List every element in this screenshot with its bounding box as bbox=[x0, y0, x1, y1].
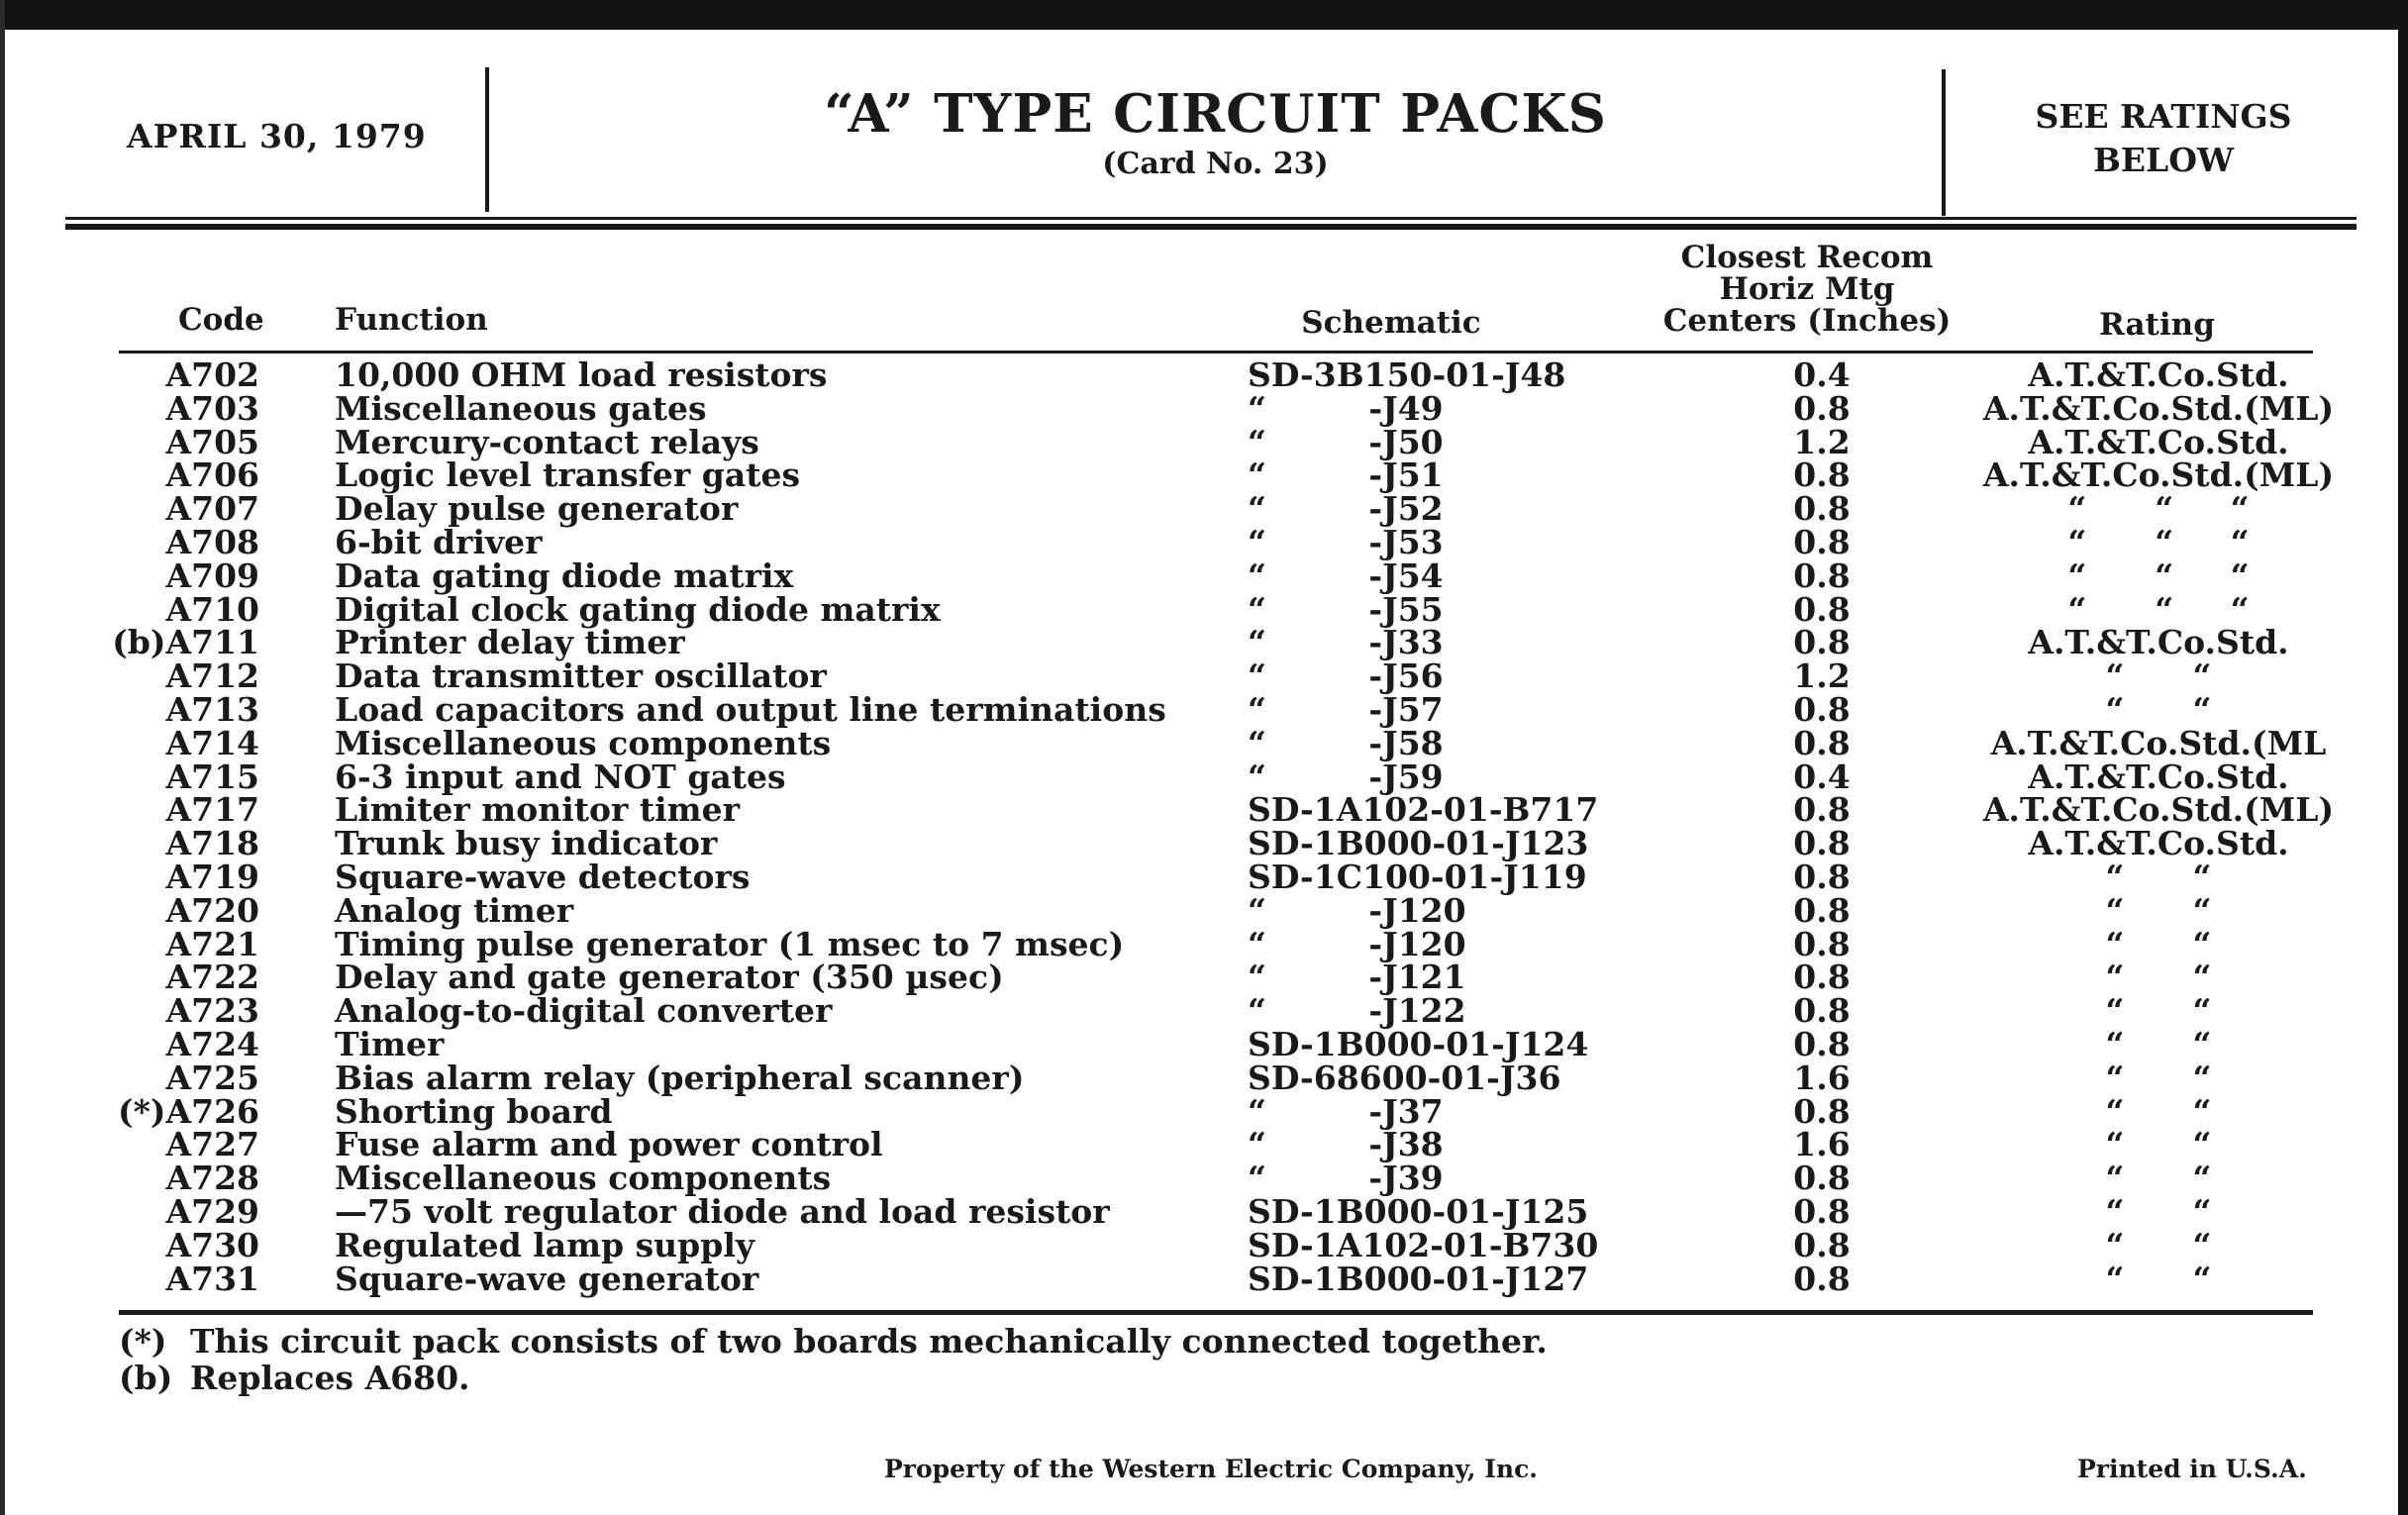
row-rating: “ “ “ bbox=[2067, 556, 2250, 595]
row-schematic: “ -J54 bbox=[1248, 556, 1444, 595]
row-rating: “ “ bbox=[2105, 1125, 2212, 1164]
row-code: A713 bbox=[165, 689, 259, 729]
table-row bbox=[0, 1125, 2408, 1164]
footnote bbox=[119, 1360, 1548, 1396]
row-function: Miscellaneous components bbox=[335, 1159, 832, 1198]
table-row bbox=[0, 355, 2408, 394]
row-code: A723 bbox=[165, 991, 259, 1031]
row-schematic: “ -J55 bbox=[1248, 589, 1444, 629]
row-function: Square-wave detectors bbox=[335, 857, 751, 896]
ratings-note-line2: BELOW bbox=[2092, 141, 2235, 179]
row-rating: A.T.&T.Co.Std. bbox=[2028, 623, 2289, 662]
table-row bbox=[0, 1259, 2408, 1298]
row-function: 6-3 input and NOT gates bbox=[335, 757, 786, 796]
row-function: Delay pulse generator bbox=[335, 489, 739, 529]
row-centers: 0.8 bbox=[1793, 689, 1851, 729]
table-row bbox=[0, 958, 2408, 997]
row-schematic: “ -J121 bbox=[1248, 958, 1466, 997]
row-code: A719 bbox=[165, 857, 259, 896]
row-rating: A.T.&T.Co.Std.(ML) bbox=[1982, 388, 2335, 428]
row-code: A712 bbox=[165, 656, 259, 696]
row-centers: 0.8 bbox=[1793, 824, 1851, 863]
row-schematic: “ -J57 bbox=[1248, 689, 1444, 729]
table-row bbox=[0, 924, 2408, 963]
table-body bbox=[0, 355, 2408, 1298]
row-function: Data transmitter oscillator bbox=[335, 656, 827, 696]
row-rating: “ “ “ bbox=[2067, 589, 2250, 629]
header-rule-thick bbox=[65, 224, 2357, 230]
footnote-mark: (*) bbox=[119, 1322, 167, 1361]
row-code: A729 bbox=[165, 1191, 259, 1231]
row-schematic: SD-1B000-01-J124 bbox=[1248, 1024, 1589, 1063]
row-centers: 1.6 bbox=[1793, 1125, 1851, 1164]
row-rating: “ “ bbox=[2105, 991, 2212, 1031]
row-schematic: SD-1B000-01-J125 bbox=[1248, 1191, 1589, 1231]
row-centers: 0.8 bbox=[1793, 1259, 1851, 1298]
row-centers: 0.8 bbox=[1793, 790, 1851, 830]
row-schematic: SD-68600-01-J36 bbox=[1248, 1058, 1561, 1097]
row-code: A717 bbox=[165, 790, 259, 830]
row-code: A702 bbox=[165, 355, 259, 394]
row-schematic: SD-1A102-01-B730 bbox=[1248, 1225, 1599, 1264]
row-rating: “ “ bbox=[2105, 958, 2212, 997]
row-schematic: “ -J52 bbox=[1248, 489, 1444, 529]
row-rating: “ “ bbox=[2105, 1225, 2212, 1264]
table-header-rule bbox=[119, 351, 2313, 354]
row-schematic: SD-1B000-01-J123 bbox=[1248, 824, 1589, 863]
row-centers: 1.6 bbox=[1793, 1058, 1851, 1097]
table-row bbox=[0, 1058, 2408, 1097]
row-schematic: “ -J59 bbox=[1248, 757, 1444, 796]
row-centers: 0.8 bbox=[1793, 723, 1851, 762]
row-function: Fuse alarm and power control bbox=[335, 1125, 883, 1164]
row-schematic: “ -J120 bbox=[1248, 924, 1466, 963]
row-rating: “ “ bbox=[2105, 1058, 2212, 1097]
footnotes bbox=[119, 1323, 1548, 1396]
row-centers: 1.2 bbox=[1793, 422, 1851, 461]
row-schematic: “ -J122 bbox=[1248, 991, 1466, 1031]
row-rating: “ “ bbox=[2105, 656, 2212, 696]
table-row bbox=[0, 1225, 2408, 1264]
table-row bbox=[0, 1091, 2408, 1131]
row-centers: 0.8 bbox=[1793, 958, 1851, 997]
row-code: A707 bbox=[165, 489, 259, 529]
row-function: Trunk busy indicator bbox=[335, 824, 718, 863]
table-row bbox=[0, 991, 2408, 1031]
row-function: Load capacitors and output line terminations bbox=[335, 689, 1166, 729]
table-row bbox=[0, 1159, 2408, 1198]
row-code: (b)A711 bbox=[112, 623, 259, 662]
row-function: Square-wave generator bbox=[335, 1259, 759, 1298]
row-schematic: “ -J56 bbox=[1248, 656, 1444, 696]
row-code: A727 bbox=[165, 1125, 259, 1164]
row-function: Delay and gate generator (350 µsec) bbox=[335, 958, 1004, 997]
row-rating: “ “ bbox=[2105, 689, 2212, 729]
footnote-text: This circuit pack consists of two boards mechanically connected together. bbox=[190, 1322, 1548, 1361]
row-code: A706 bbox=[165, 455, 259, 495]
row-rating: A.T.&T.Co.Std. bbox=[2028, 355, 2289, 394]
row-rating: A.T.&T.Co.Std.(ML) bbox=[1982, 790, 2335, 830]
row-schematic: “ -J39 bbox=[1248, 1159, 1444, 1198]
row-rating: “ “ bbox=[2105, 924, 2212, 963]
row-schematic: “ -J120 bbox=[1248, 890, 1466, 930]
table-row bbox=[0, 522, 2408, 561]
row-rating: A.T.&T.Co.Std. bbox=[2028, 422, 2289, 461]
column-header-centers bbox=[1644, 242, 1970, 337]
table-row bbox=[0, 623, 2408, 662]
table-row bbox=[0, 656, 2408, 696]
row-centers: 0.8 bbox=[1793, 890, 1851, 930]
footer-property: Property of the Western Electric Company, Inc. bbox=[884, 1455, 1539, 1483]
row-rating: “ “ bbox=[2105, 857, 2212, 896]
row-code: A710 bbox=[165, 589, 259, 629]
table-row bbox=[0, 757, 2408, 796]
table-row bbox=[0, 1191, 2408, 1231]
row-code: A720 bbox=[165, 890, 259, 930]
row-code: A731 bbox=[165, 1259, 259, 1298]
row-code: A709 bbox=[165, 556, 259, 595]
footnote-text: Replaces A680. bbox=[190, 1359, 470, 1397]
row-rating: A.T.&T.Co.Std.(ML) bbox=[1982, 455, 2335, 495]
row-centers: 0.8 bbox=[1793, 1159, 1851, 1198]
row-schematic: SD-3B150-01-J48 bbox=[1248, 355, 1566, 394]
row-function: Data gating diode matrix bbox=[335, 556, 794, 595]
row-centers: 0.8 bbox=[1793, 857, 1851, 896]
table-row bbox=[0, 857, 2408, 896]
row-schematic: “ -J58 bbox=[1248, 723, 1444, 762]
row-rating: A.T.&T.Co.Std. bbox=[2028, 824, 2289, 863]
row-centers: 0.8 bbox=[1793, 1225, 1851, 1264]
row-schematic: SD-1B000-01-J127 bbox=[1248, 1259, 1589, 1298]
column-header-centers-line1: Closest Recom bbox=[1680, 240, 1934, 275]
row-code: (*)A726 bbox=[118, 1091, 259, 1131]
table-row bbox=[0, 723, 2408, 762]
column-header-centers-line2: Horiz Mtg bbox=[1719, 271, 1895, 307]
row-code: A703 bbox=[165, 388, 259, 428]
table-row bbox=[0, 1024, 2408, 1063]
row-centers: 0.8 bbox=[1793, 1024, 1851, 1063]
table-row bbox=[0, 824, 2408, 863]
ratings-note-line1: SEE RATINGS bbox=[2035, 97, 2292, 136]
row-schematic: SD-1A102-01-B717 bbox=[1248, 790, 1599, 830]
row-function: Limiter monitor timer bbox=[335, 790, 740, 830]
header-rule bbox=[65, 217, 2357, 220]
row-function: Regulated lamp supply bbox=[335, 1225, 755, 1264]
row-function: Digital clock gating diode matrix bbox=[335, 589, 941, 629]
row-centers: 0.8 bbox=[1793, 522, 1851, 561]
footnote-mark: (b) bbox=[119, 1359, 173, 1397]
row-rating: “ “ bbox=[2105, 1024, 2212, 1063]
table-row bbox=[0, 489, 2408, 529]
row-centers: 0.8 bbox=[1793, 388, 1851, 428]
row-function: Mercury-contact relays bbox=[335, 422, 759, 461]
footer-printed: Printed in U.S.A. bbox=[2077, 1455, 2307, 1483]
row-schematic: “ -J50 bbox=[1248, 422, 1444, 461]
row-centers: 0.8 bbox=[1793, 1191, 1851, 1231]
row-rating: “ “ bbox=[2105, 1091, 2212, 1131]
row-code: A728 bbox=[165, 1159, 259, 1198]
row-rating: A.T.&T.Co.Std. bbox=[2028, 757, 2289, 796]
row-code: A705 bbox=[165, 422, 259, 461]
table-row bbox=[0, 689, 2408, 729]
row-centers: 0.4 bbox=[1793, 355, 1851, 394]
row-rating: “ “ bbox=[2105, 1159, 2212, 1198]
row-function: —75 volt regulator diode and load resistor bbox=[335, 1191, 1110, 1231]
row-function: Logic level transfer gates bbox=[335, 455, 801, 495]
row-centers: 0.8 bbox=[1793, 623, 1851, 662]
row-code: A722 bbox=[165, 958, 259, 997]
row-code: A715 bbox=[165, 757, 259, 796]
row-schematic: SD-1C100-01-J119 bbox=[1248, 857, 1587, 896]
footnote bbox=[119, 1323, 1548, 1360]
column-header-centers-line3: Centers (Inches) bbox=[1662, 303, 1952, 339]
row-centers: 0.8 bbox=[1793, 924, 1851, 963]
card-number: (Card No. 23) bbox=[1102, 147, 1329, 181]
column-header-rating: Rating bbox=[2099, 307, 2215, 343]
row-function: Miscellaneous gates bbox=[335, 388, 707, 428]
row-function: 10,000 OHM load resistors bbox=[335, 355, 828, 394]
row-schematic: “ -J38 bbox=[1248, 1125, 1444, 1164]
row-centers: 0.8 bbox=[1793, 556, 1851, 595]
table-bottom-rule bbox=[119, 1310, 2313, 1315]
table-row bbox=[0, 890, 2408, 930]
ratings-note bbox=[1946, 95, 2381, 182]
table-row bbox=[0, 790, 2408, 830]
row-centers: 1.2 bbox=[1793, 656, 1851, 696]
row-schematic: “ -J33 bbox=[1248, 623, 1444, 662]
row-schematic: “ -J53 bbox=[1248, 522, 1444, 561]
row-code: A725 bbox=[165, 1058, 259, 1097]
row-schematic: “ -J37 bbox=[1248, 1091, 1444, 1131]
row-rating: “ “ “ bbox=[2067, 522, 2250, 561]
row-code: A718 bbox=[165, 824, 259, 863]
page-title: “A” TYPE CIRCUIT PACKS bbox=[824, 83, 1607, 145]
row-centers: 0.4 bbox=[1793, 757, 1851, 796]
row-rating: “ “ bbox=[2105, 1191, 2212, 1231]
row-code: A721 bbox=[165, 924, 259, 963]
row-function: Bias alarm relay (peripheral scanner) bbox=[335, 1058, 1025, 1097]
row-rating: “ “ bbox=[2105, 890, 2212, 930]
table-row bbox=[0, 589, 2408, 629]
row-rating: A.T.&T.Co.Std.(ML bbox=[1990, 723, 2327, 762]
column-header-function: Function bbox=[335, 302, 488, 338]
top-border bbox=[0, 0, 2408, 30]
row-centers: 0.8 bbox=[1793, 991, 1851, 1031]
row-function: Printer delay timer bbox=[335, 623, 685, 662]
column-header-schematic: Schematic bbox=[1301, 305, 1481, 341]
table-row bbox=[0, 422, 2408, 461]
row-schematic: “ -J51 bbox=[1248, 455, 1444, 495]
row-function: Analog timer bbox=[335, 890, 574, 930]
table-row bbox=[0, 388, 2408, 428]
row-centers: 0.8 bbox=[1793, 489, 1851, 529]
row-centers: 0.8 bbox=[1793, 589, 1851, 629]
row-rating: “ “ “ bbox=[2067, 489, 2250, 529]
row-code: A724 bbox=[165, 1024, 259, 1063]
header-date: APRIL 30, 1979 bbox=[127, 117, 427, 155]
table-row bbox=[0, 455, 2408, 495]
row-function: Analog-to-digital converter bbox=[335, 991, 833, 1031]
row-function: Miscellaneous components bbox=[335, 723, 832, 762]
row-schematic: “ -J49 bbox=[1248, 388, 1444, 428]
row-code: A708 bbox=[165, 522, 259, 561]
row-function: Timer bbox=[335, 1024, 445, 1063]
row-function: Timing pulse generator (1 msec to 7 msec) bbox=[335, 924, 1125, 963]
row-rating: “ “ bbox=[2105, 1259, 2212, 1298]
row-code: A730 bbox=[165, 1225, 259, 1264]
table-row bbox=[0, 556, 2408, 595]
row-centers: 0.8 bbox=[1793, 455, 1851, 495]
row-function: 6-bit driver bbox=[335, 522, 543, 561]
column-header-code: Code bbox=[178, 302, 264, 338]
row-function: Shorting board bbox=[335, 1091, 613, 1131]
row-code: A714 bbox=[165, 723, 259, 762]
row-centers: 0.8 bbox=[1793, 1091, 1851, 1131]
